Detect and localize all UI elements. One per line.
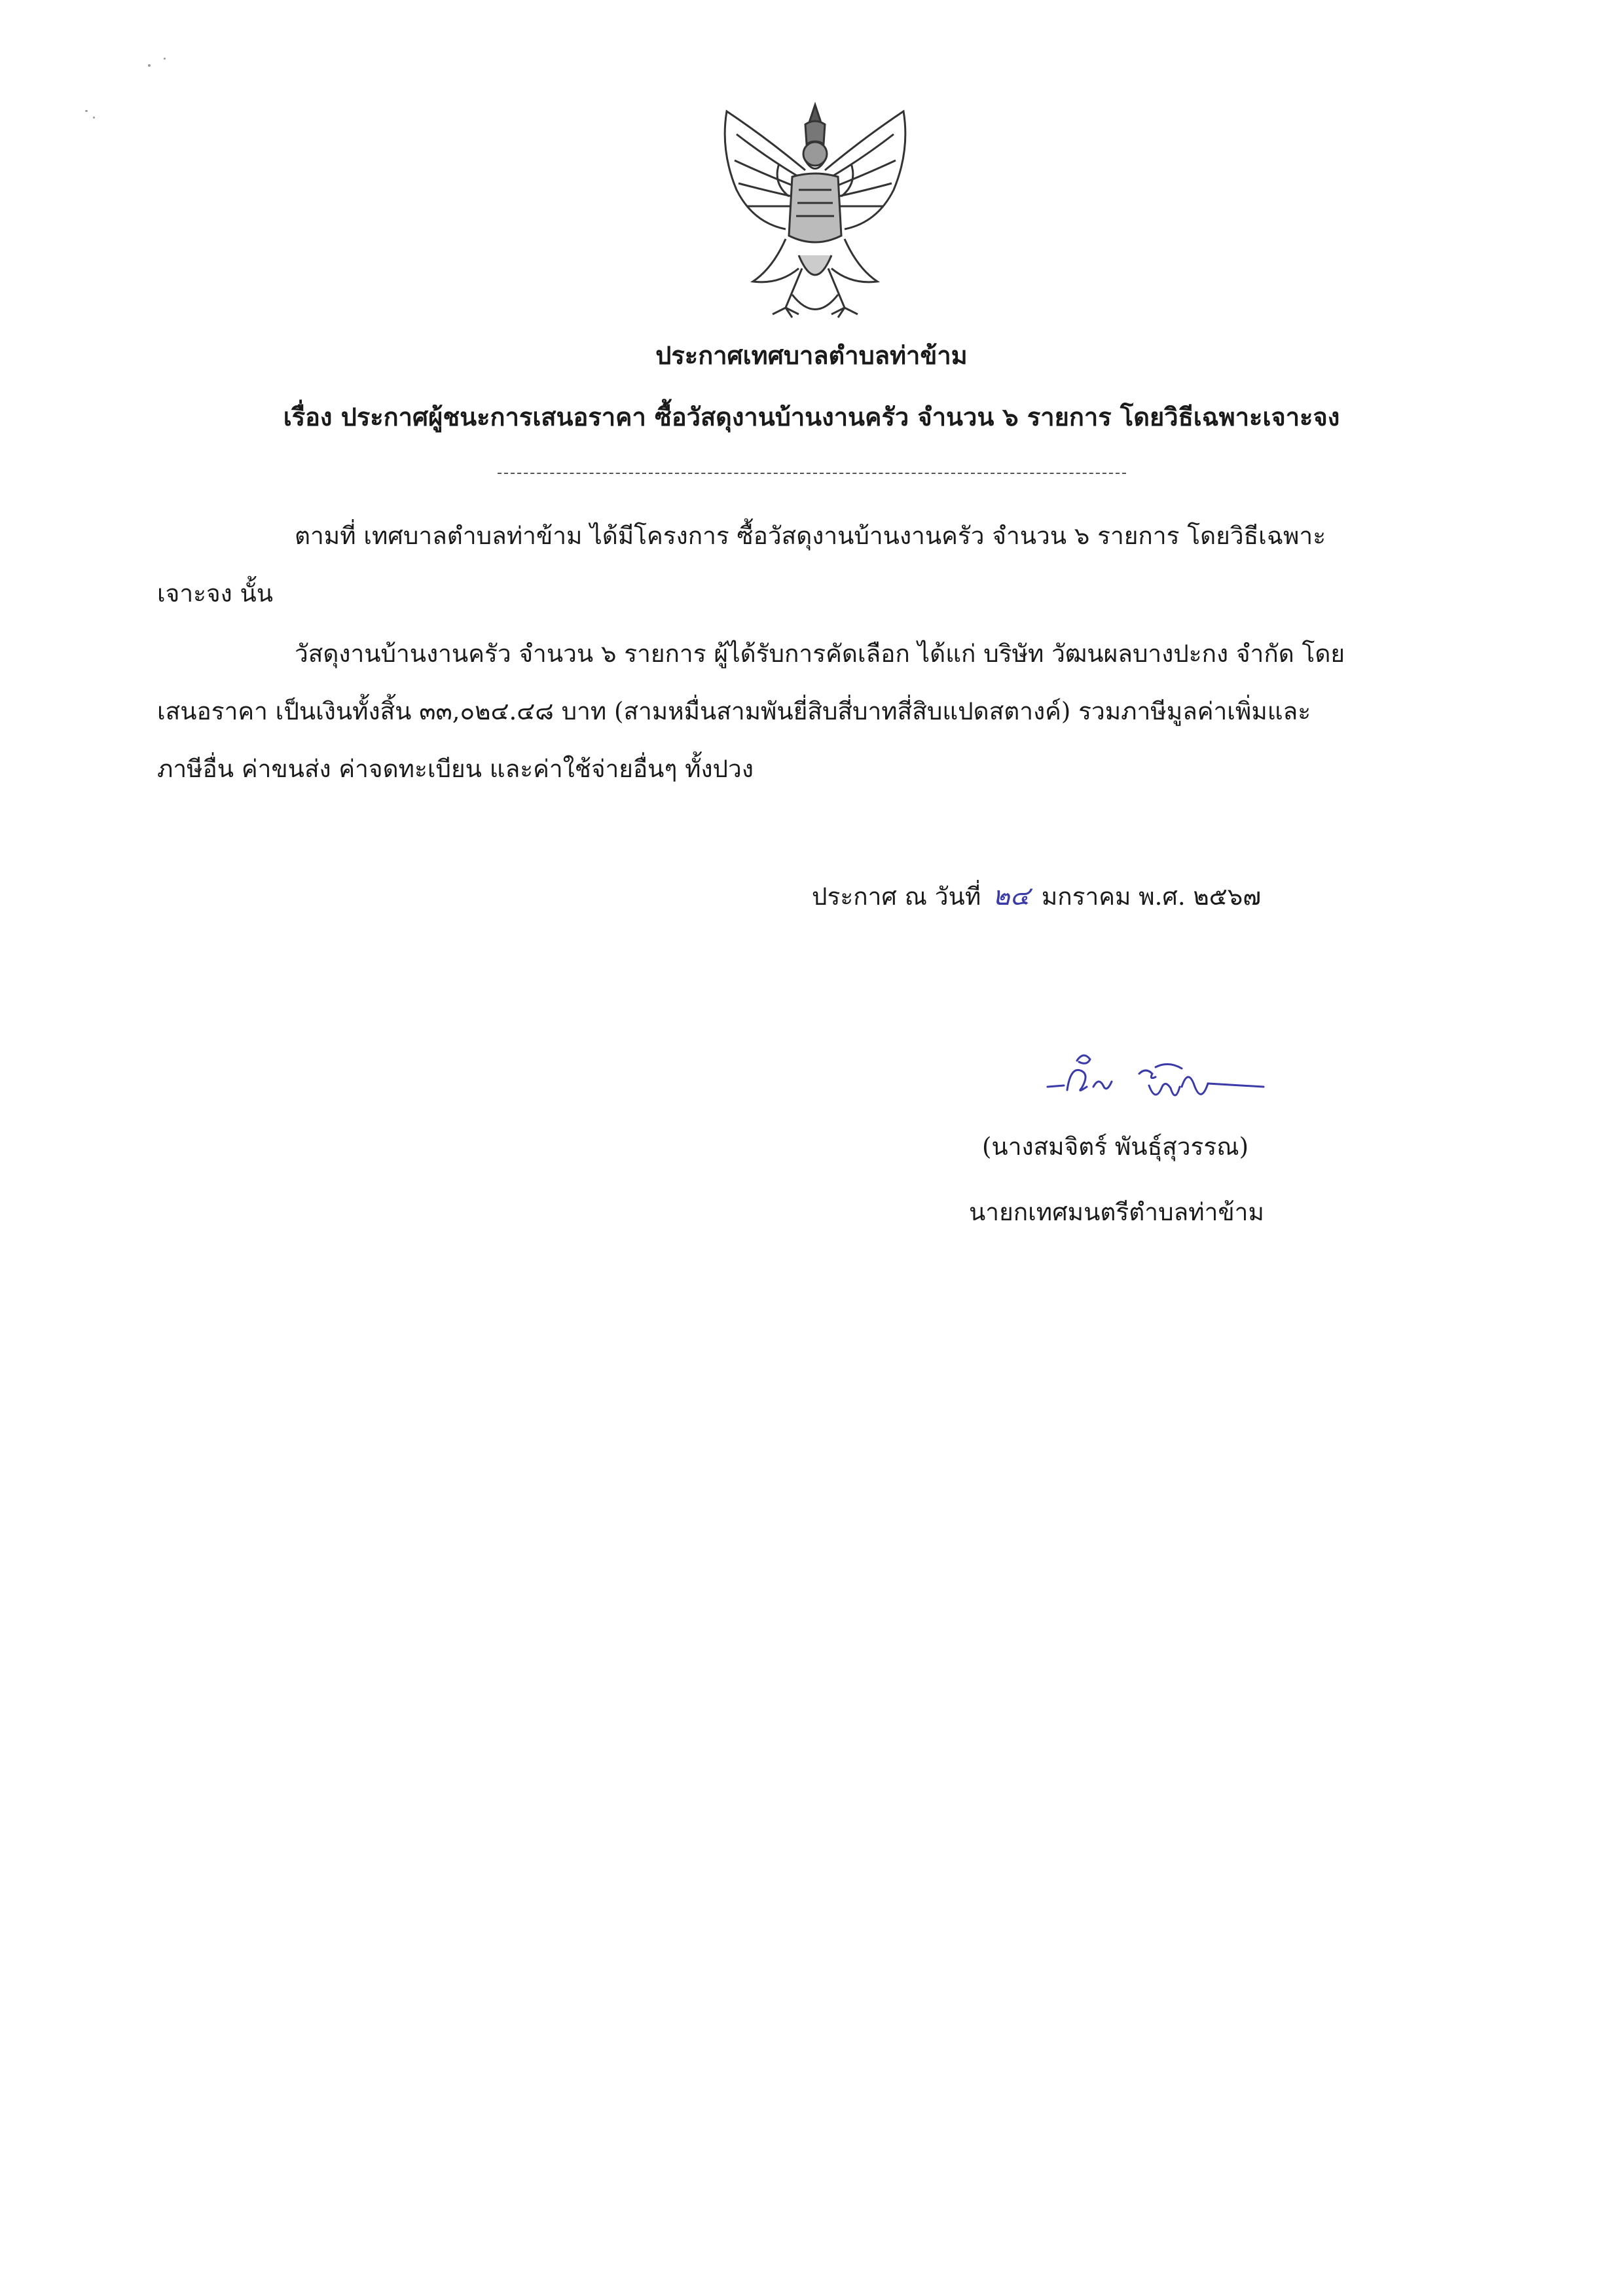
scan-speck [148, 64, 151, 67]
paragraph-2-line-1: วัสดุงานบ้านงานครัว จำนวน ๖ รายการ ผู้ได้รับการคัดเลือก ได้แก่ บริษัท วัฒนผลบางปะกง จำกัด โดย [295, 640, 1345, 668]
announcement-issuer: ประกาศเทศบาลตำบลท่าข้าม [655, 340, 968, 370]
announcement-date [812, 875, 1261, 917]
scan-speck [85, 110, 88, 112]
date-month-year: มกราคม พ.ศ. ๒๕๖๗ [1041, 883, 1262, 911]
garuda-emblem-icon [707, 98, 923, 334]
date-prefix: ประกาศ ณ วันที่ [812, 883, 981, 911]
scan-speck [164, 58, 166, 60]
signatory-title: นายกเทศมนตรีตำบลท่าข้าม [969, 1198, 1264, 1226]
announcement-subject: เรื่อง ประกาศผู้ชนะการเสนอราคา ซื้อวัสดุงานบ้านงานครัว จำนวน ๖ รายการ โดยวิธีเฉพาะเจาะจง [283, 402, 1340, 431]
signatory-name: (นางสมจิตร์ พันธุ์สุวรรณ) [982, 1133, 1249, 1161]
separator-line [498, 473, 1126, 474]
date-day: ๒๔ [993, 881, 1030, 911]
paragraph-1-line-1: ตามที่ เทศบาลตำบลท่าข้าม ได้มีโครงการ ซื้อวัสดุงานบ้านงานครัว จำนวน ๖ รายการ โดยวิธีเฉพาะ [295, 522, 1326, 550]
paragraph-1-line-2: เจาะจง นั้น [157, 579, 274, 608]
scan-speck [93, 117, 95, 118]
handwritten-signature [1041, 1041, 1270, 1113]
paragraph-2-line-3: ภาษีอื่น ค่าขนส่ง ค่าจดทะเบียน และค่าใช้จ่ายอื่นๆ ทั้งปวง [157, 755, 754, 783]
paragraph-2-line-2: เสนอราคา เป็นเงินทั้งสิ้น ๓๓,๐๒๔.๔๘ บาท (สามหมื่นสามพันยี่สิบสี่บาทสี่สิบแปดสตางค์) รวมภาษีมูลค่าเพิ่มและ [157, 697, 1311, 725]
